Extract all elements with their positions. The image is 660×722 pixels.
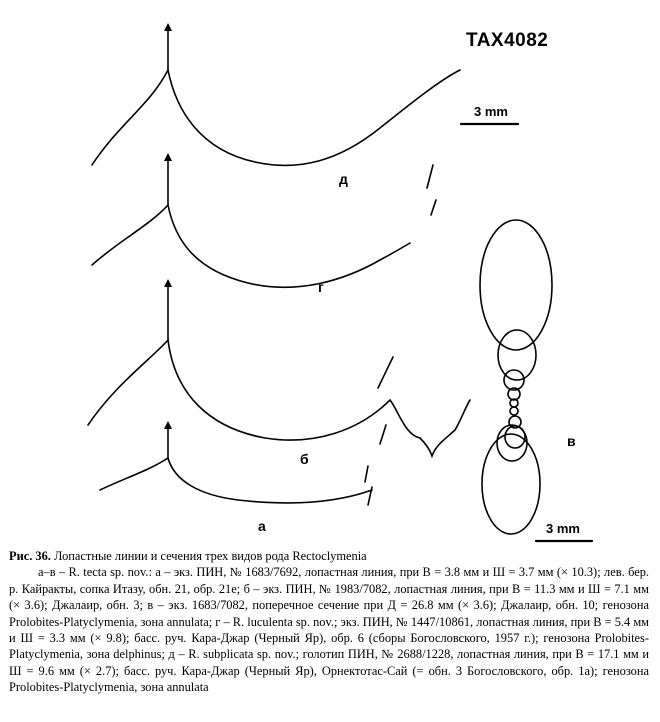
panel-label-g: г	[318, 279, 324, 295]
section-mark-b2	[380, 425, 386, 444]
figure-caption	[9, 548, 649, 696]
panel-label-a: а	[258, 518, 266, 534]
cross-section-v	[480, 220, 552, 534]
caption-body: а–в – R. tecta sp. nov.: а – экз. ПИН, № 1683/7692, лопастная линия, при В = 3.8 мм и Ш = 3.7 мм (× 10.3); лев. бер. р. Кайракты, сопка Итазу, обн. 21, обр. 21е; б – экз. ПИН, № 1983/7082, лопастная линия, при В = 11.3 мм и Ш = 7.1 мм (× 3.6); Джалаир, обн. 3; в – экз. 1683/7082, поперечное сечение при Д = 26.8 мм (× 3.6); Джалаир, обн. 10; генозона Prolobites-Platyclymenia, зона annulata; г – R. luculenta sp. nov.; экз. ПИН, № 1447/10861, лопастная линия, при В = 5.4 мм и Ш = 3.3 мм (× 9.8); басс. руч. Кара-Джар (Черный Яр), обр. 6 (сборы Богословского, 1957 г.); генозона Prolobites-Platyclymenia, зона delphinus; д – R. subplicata sp. nov.; голотип ПИН, № 2688/1228, лопастная линия, при В = 17.1 мм и Ш = 9.6 мм (× 2.7); басс. руч. Кара-Джар (Черный Яр), Орнектотас-Сай (= обн. 3 Богословского, обр. 1а); генозона Prolobites-Platyclymenia, зона annulata	[9, 565, 649, 695]
suture-line-a	[100, 458, 372, 503]
whorl-2-top	[498, 330, 536, 380]
section-mark-d1	[427, 165, 433, 188]
section-mark-b1	[378, 357, 393, 388]
scale-label-lower: 3 mm	[546, 521, 580, 536]
panel-label-v: в	[567, 433, 576, 449]
panel-label-d: д	[339, 171, 348, 187]
whorl-core-2	[510, 407, 518, 415]
caption-title: Лопастные линии и сечения трех видов рода Rectoclymenia	[54, 549, 367, 563]
panel-label-b: б	[300, 451, 309, 467]
scale-label-upper: 3 mm	[474, 104, 508, 119]
suture-line-g	[92, 205, 410, 287]
caption-title-line	[9, 548, 649, 564]
section-mark-a2	[365, 466, 368, 482]
suture-line-b	[88, 340, 470, 456]
whorl-outer-bottom	[482, 434, 540, 534]
section-mark-d2	[431, 200, 436, 215]
section-mark-a1	[368, 487, 372, 505]
suture-line-d	[92, 70, 460, 165]
plate-id: TAX4082	[466, 30, 549, 51]
caption-number: Рис. 36.	[9, 549, 51, 563]
